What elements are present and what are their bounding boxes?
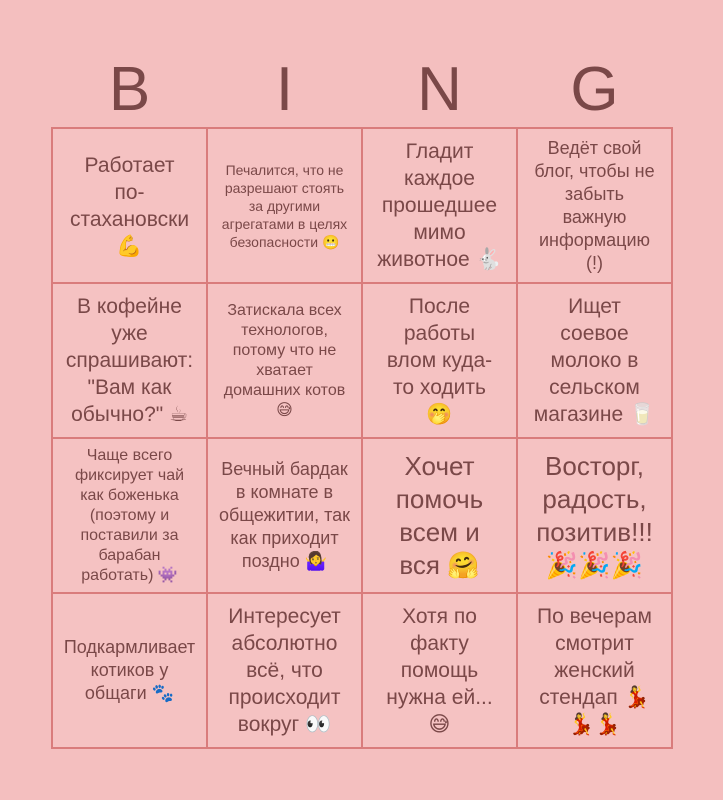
bingo-grid [51, 127, 673, 749]
header-letter-i: I [275, 55, 294, 124]
bingo-cell[interactable] [208, 594, 363, 749]
header-letter-n: N [417, 55, 462, 124]
bingo-header [52, 52, 672, 128]
bingo-cell[interactable] [363, 129, 518, 284]
bingo-cell[interactable] [53, 129, 208, 284]
header-letter-b: B [108, 55, 151, 124]
bingo-cell-text: Ведёт свой блог, чтобы не забыть важную информацию (!) [534, 137, 655, 273]
bingo-cell-text: Чаще всего фиксирует чай как боженька (поэтому и поставили за барабан работать) 👾 [74, 446, 185, 584]
bingo-cell[interactable] [208, 284, 363, 439]
bingo-cell[interactable] [363, 439, 518, 594]
bingo-cell[interactable] [518, 284, 673, 439]
bingo-cell-text: Хотя по факту помощь нужна ей... 😅 [386, 605, 493, 736]
bingo-cell[interactable] [208, 439, 363, 594]
bingo-cell-text: После работы влом куда- то ходить 🤭 [386, 295, 493, 426]
bingo-cell-text: Интересует абсолютно всё, что происходит вокруг 👀 [228, 605, 341, 736]
bingo-cell-text: Гладит каждое прошедшее мимо животное 🐇 [377, 140, 502, 271]
bingo-cell[interactable] [53, 439, 208, 594]
bingo-cell[interactable] [363, 594, 518, 749]
bingo-cell[interactable] [208, 129, 363, 284]
bingo-cell-text: По вечерам смотрит женский стендап 💃 💃💃 [537, 605, 652, 736]
bingo-cell-text: Работает по- стахановски 💪 [69, 153, 190, 258]
bingo-cell-text: Затискала всех технологов, потому что не хватает домашних котов 😅 [223, 301, 346, 419]
bingo-cell-text: В кофейне уже спрашивают: "Вам как обычно?" ☕ [65, 295, 194, 426]
bingo-cell[interactable] [53, 284, 208, 439]
bingo-cell[interactable] [518, 594, 673, 749]
header-letter-g: G [570, 55, 619, 124]
bingo-cell-text: Восторг, радость, позитив!!! 🎉🎉🎉 [536, 450, 653, 580]
bingo-cell-text: Вечный бардак в комнате в общежитии, так как приходит поздно 🤷‍♀️ [218, 459, 351, 571]
bingo-cell-text: Печалится, что не разрешают стоять за другими агрегатами в целях безопасности 😬 [221, 161, 348, 250]
bingo-cell-text: Хочет помочь всем и вся 🤗 [395, 450, 484, 580]
bingo-cell[interactable] [518, 439, 673, 594]
bingo-cell-text: Подкармливает котиков у общаги 🐾 [63, 637, 196, 703]
bingo-cell[interactable] [53, 594, 208, 749]
bingo-cell[interactable] [363, 284, 518, 439]
bingo-cell[interactable] [518, 129, 673, 284]
bingo-cell-text: Ищет соевое молоко в сельском магазине 🥛 [533, 295, 656, 426]
